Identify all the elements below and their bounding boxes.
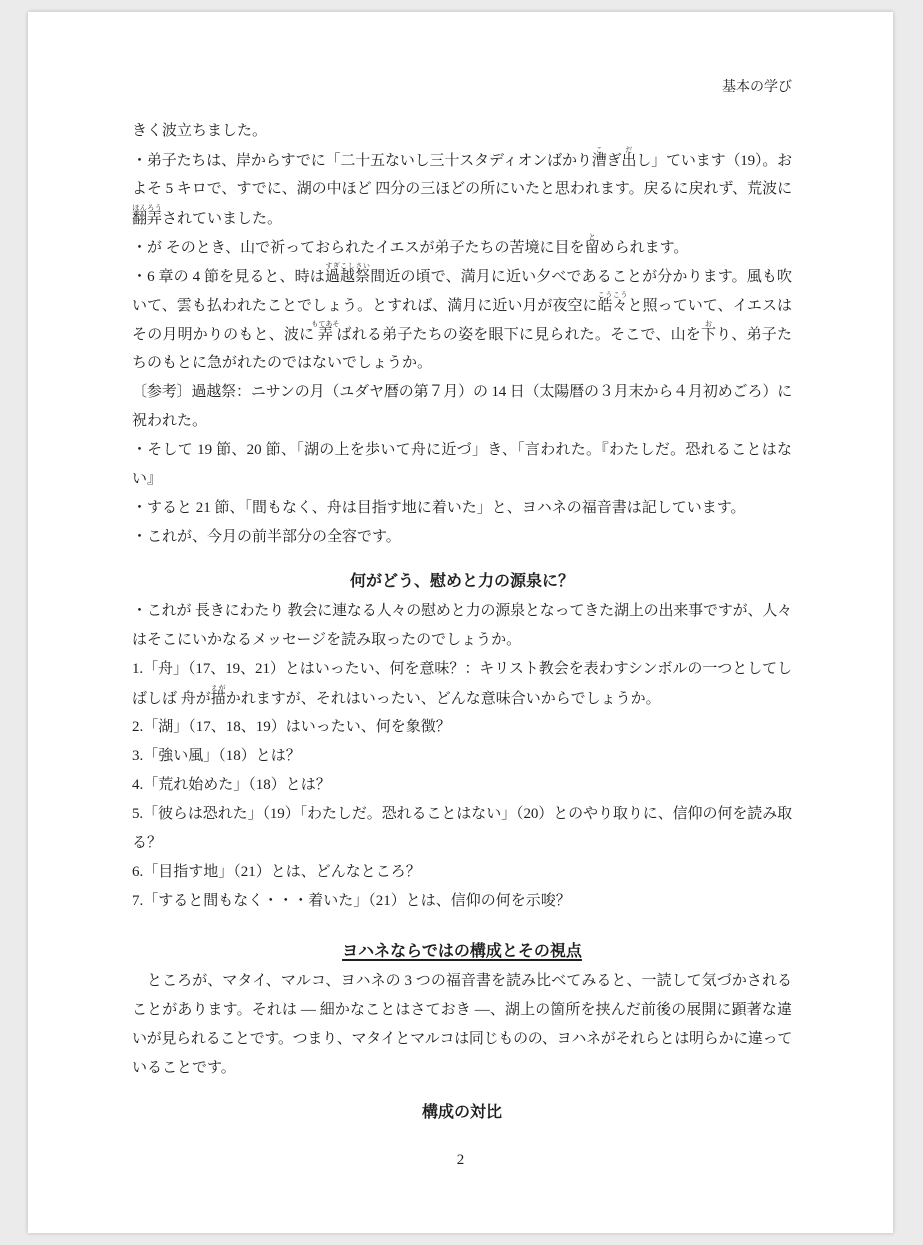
question-line: る？ bbox=[132, 834, 163, 851]
body-line: いが見られることです。つまり、マタイとマルコは同じものの、ヨハネがそれらとは明らかに違って bbox=[132, 1030, 792, 1047]
body-line bbox=[132, 291, 792, 320]
ruby-reading: ほんろう bbox=[132, 203, 163, 212]
ruby-base: 過越祭 bbox=[324, 268, 371, 285]
ruby-reading: と bbox=[584, 232, 600, 241]
line-segment: められます。 bbox=[599, 239, 689, 256]
line-segment: その月明かりのもと、波に bbox=[132, 326, 315, 343]
furigana bbox=[591, 145, 607, 169]
ruby-base: 下 bbox=[700, 326, 717, 343]
line-segment: いて、雲も払われたことでしょう。とすれば、満月に近い月が夜空に bbox=[132, 297, 598, 314]
line-segment: ばれる弟子たちの姿を眼下に見られた。そこで、山を bbox=[336, 326, 701, 343]
question-line bbox=[132, 684, 792, 713]
question-line: 7.「すると間もなく・・・着いた」（21）とは、信仰の何を示唆？ bbox=[132, 892, 571, 909]
line-segment: ・6 章の 4 節を見ると、時は bbox=[132, 268, 325, 285]
line-segment: ・弟子たちは、岸からすでに「二十五ないし三十スタディオンばかり bbox=[132, 152, 592, 169]
body-line: ちのもとに急がれたのではないでしょうか。 bbox=[132, 354, 433, 371]
ruby-reading: えが bbox=[210, 683, 226, 692]
line-segment: されていました。 bbox=[162, 210, 283, 227]
ruby-reading: こうこう bbox=[597, 290, 628, 299]
body-line: 〔参考〕過越祭：ニサンの月（ユダヤ暦の第７月）の 14 日（太陽暦の３月末から４月初めごろ）に bbox=[132, 383, 792, 400]
page-number: 2 bbox=[456, 1152, 465, 1168]
ruby-base: 翻弄 bbox=[132, 210, 163, 227]
ruby-base: 出 bbox=[621, 152, 637, 169]
document-page bbox=[28, 12, 893, 1233]
furigana bbox=[311, 319, 340, 343]
body-line: よそ 5 キロで、すでに、湖の中ほど 四分の三ほどの所にいたと思われます。戻るに戻れず、荒波に bbox=[132, 180, 792, 197]
ruby-base: 留 bbox=[584, 239, 600, 256]
body-line: い』 bbox=[132, 470, 163, 487]
question-line: 5.「彼らは恐れた」（19）「わたしだ。恐れることはない」（20）とのやり取りに、信仰の何を読み取 bbox=[132, 805, 792, 822]
furigana bbox=[132, 203, 163, 227]
line-segment: 間近の頃で、満月に近い夕べであることが分かります。風も吹 bbox=[370, 268, 792, 285]
ruby-base: 描 bbox=[210, 690, 226, 707]
body-line bbox=[132, 146, 792, 175]
body-line: ことがあります。それは ― 細かなことはさておき ―、湖上の箇所を挟んだ前後の展開に顕著な違 bbox=[132, 1001, 792, 1018]
body-line bbox=[132, 204, 792, 233]
ruby-reading: もてあそ bbox=[311, 319, 340, 328]
ruby-reading: お bbox=[700, 319, 716, 328]
section-heading: 構成の対比 bbox=[421, 1103, 502, 1121]
line-segment: かれますが、それはいったい、どんな意味合いからでしょうか。 bbox=[225, 690, 661, 707]
running-head: 基本の学び bbox=[722, 80, 792, 95]
ruby-reading: すぎこしさい bbox=[324, 261, 371, 270]
body-line: ところが、マタイ、マルコ、ヨハネの 3 つの福音書を読み比べてみると、一読して気づかされる bbox=[132, 972, 792, 989]
body-line: はそこにいかなるメッセージを読み取ったのでしょうか。 bbox=[132, 631, 522, 648]
body-line bbox=[132, 233, 792, 262]
furigana bbox=[621, 145, 637, 169]
line-segment: り、弟子た bbox=[716, 326, 792, 343]
ruby-base: 皓々 bbox=[597, 297, 628, 314]
ruby-base: 弄 bbox=[311, 326, 340, 343]
ruby-reading: だ bbox=[621, 145, 637, 154]
question-line: 4.「荒れ始めた」（18）とは？ bbox=[132, 776, 331, 793]
furigana bbox=[324, 261, 371, 285]
furigana bbox=[584, 232, 600, 256]
line-segment: し」ています（19）。お bbox=[636, 152, 792, 169]
line-segment: ばしば 舟が bbox=[132, 690, 211, 707]
body-line: いることです。 bbox=[132, 1059, 236, 1076]
body-line: ・これが 長きにわたり 教会に連なる人々の慰めと力の源泉となってきた湖上の出来事ですが、人々 bbox=[132, 602, 792, 619]
body-line bbox=[132, 262, 792, 291]
line-segment: ・が そのとき、山で祈っておられたイエスが弟子たちの苦境に目を bbox=[132, 239, 585, 256]
body-text bbox=[132, 117, 792, 1127]
question-line: 2.「湖」（17、18、19）はいったい、何を象徴？ bbox=[132, 718, 451, 735]
body-line bbox=[132, 320, 792, 349]
body-line: ・そして 19 節、20 節、「湖の上を歩いて舟に近づ」き、「言われた。『わたしだ。恐れることはな bbox=[132, 441, 792, 458]
body-line: ・すると 21 節、「間もなく、舟は目指す地に着いた」と、ヨハネの福音書は記しています。 bbox=[132, 499, 746, 516]
ruby-reading: こ bbox=[591, 145, 607, 154]
body-line: ・これが、今月の前半部分の全容です。 bbox=[132, 528, 401, 545]
line-segment: と照っていて、イエスは bbox=[627, 297, 792, 314]
line-segment: ぎ bbox=[606, 152, 622, 169]
question-line: 1.「舟」（17、19、21）とはいったい、何を意味？：キリスト教会を表わすシンボルの一つとしてし bbox=[132, 660, 792, 677]
question-line: 6.「目指す地」（21）とは、どんなところ？ bbox=[132, 863, 421, 880]
ruby-base: 漕 bbox=[591, 152, 607, 169]
furigana bbox=[700, 319, 717, 343]
furigana bbox=[597, 290, 628, 314]
question-line: 3.「強い風」（18）とは？ bbox=[132, 747, 301, 764]
body-line: きく波立ちました。 bbox=[132, 122, 268, 139]
furigana bbox=[210, 683, 226, 707]
section-heading: 何がどう、慰めと力の源泉に？ bbox=[349, 572, 574, 590]
section-heading: ヨハネならではの構成とその視点 bbox=[342, 942, 582, 960]
body-line: 祝われた。 bbox=[132, 412, 208, 429]
